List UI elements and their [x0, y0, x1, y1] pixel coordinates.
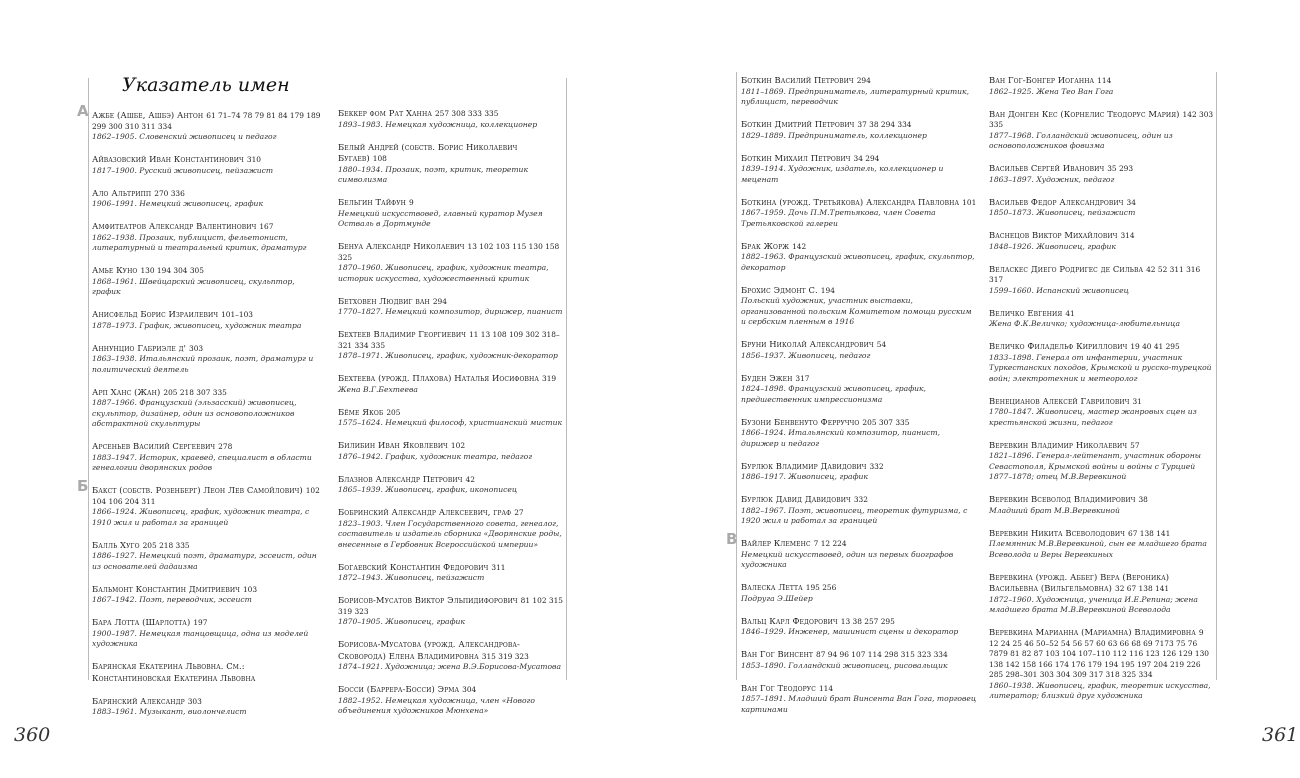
index-entry — [989, 75, 1215, 97]
entry-pages: 101 — [962, 197, 977, 207]
index-entry — [989, 197, 1215, 219]
index-entry — [741, 241, 977, 274]
entry-pages: 9 12 24 25 46 50–52 54 56 57 60 63 66 68 69 7173 75 76 7879 81 82 87 103 104 107–110 112 116 123 126 129 130 138 142 158 166 174 176 179 194 195 197 204 219 226 285 298–301 303 304 309 317 318 325 334 — [989, 628, 1209, 679]
entry-description: 1823–1903. Член Государственного совета, генеалог, составитель и издатель сборника «Дворянские роды, внесенные в Гербовник Всероссийской империи» — [338, 518, 562, 549]
index-entry — [92, 221, 324, 254]
entry-pages: 205 — [386, 407, 401, 417]
entry-name: Бакст (собств. Розенберг) Леон Лев Самойлович) — [92, 485, 303, 495]
entry-pages: 67 138 141 — [1128, 528, 1171, 538]
index-entry — [338, 639, 566, 673]
entry-description: 1780–1847. Живописец, мастер жанровых сцен из крестьянской жизни, педагог — [989, 407, 1197, 427]
entry-name: Веревкина (урожд. Аббег) Вера (Вероника) Васильевна (Вильгельмовна) — [989, 571, 1170, 593]
entry-description: 1877–1968. Голландский живописец, один из основоположников фовизма — [989, 130, 1173, 150]
entry-description: 1860–1938. Живописец, график, теоретик искусства, литератор; близкий друг художника — [989, 680, 1211, 700]
entry-pages: 319 — [542, 374, 557, 383]
entry-pages: 303 — [187, 696, 202, 706]
right-page-left-rule — [736, 72, 737, 680]
entry-name: Бара Лотта (Шарлотта) — [92, 617, 191, 627]
entry-pages: 294 — [856, 76, 871, 85]
index-entry — [338, 474, 566, 496]
index-entry — [989, 528, 1215, 561]
entry-pages: 314 — [1120, 231, 1135, 240]
entry-description: 1866–1924. Живописец, график, художник театра, с 1910 жил и работал за границей — [92, 507, 310, 527]
entry-description: 1866–1924. Итальянский композитор, пианист, дирижер и педагог — [741, 428, 941, 448]
entry-name: Амфитеатров Александр Валентинович — [92, 221, 257, 231]
entry-pages: 197 — [193, 618, 208, 627]
entry-description: Младший брат М.В.Веревкиной — [989, 505, 1120, 515]
entry-description: Подруга Э.Шейер — [741, 593, 813, 603]
entry-description: Польский художник, участник выставки, организованной польским Комитетом помощи русским и сербским пленным в 1916 — [741, 296, 972, 326]
entry-description: 1863–1938. Итальянский прозаик, поэт, драматург и политический деятель — [92, 354, 314, 374]
entry-description: 1900–1987. Немецкая танцовщица, одна из моделей художника — [92, 628, 309, 648]
index-entry — [741, 285, 977, 328]
entry-name: Ало Альтрипп — [92, 187, 152, 198]
index-column-4 — [989, 75, 1215, 713]
entry-description: 1870–1960. Живописец, график, художник театра, историк искусства, художественный критик — [338, 263, 549, 283]
entry-name: Валеска Летта — [741, 582, 803, 592]
entry-description: 1878–1973. График, живописец, художник театра — [92, 320, 302, 330]
entry-pages: 61 71–74 78 79 81 84 179 189 299 300 310 311 334 — [92, 111, 321, 131]
section-letter: А — [77, 102, 89, 120]
right-page-right-rule — [1216, 72, 1217, 680]
index-entry — [338, 507, 566, 550]
index-entry — [92, 696, 324, 718]
entry-description: 1599–1660. Испанский живописец — [989, 285, 1129, 295]
entry-pages: 205 218 307 335 — [163, 387, 227, 397]
entry-name: Бехтеева (урожд. Плахова) Наталья Иосифовна — [338, 373, 539, 383]
entry-name: Богаевский Константин Федорович — [338, 561, 489, 572]
entry-pages: 13 38 257 295 — [840, 616, 895, 626]
entry-name: Боткина (урожд. Третьякова) Александра Павловна — [741, 196, 960, 207]
entry-name: Бурлюк Давид Давидович — [741, 494, 851, 504]
entry-name: Бальмонт Константин Дмитриевич — [92, 583, 240, 594]
entry-pages: 195 256 — [805, 583, 837, 592]
index-entry — [77, 102, 324, 143]
entry-description: 1856–1937. Живописец, педагог — [741, 350, 871, 360]
entry-description: 1882–1967. Поэт, живописец, теоретик футуризма, с 1920 жил и работал за границей — [741, 505, 968, 525]
index-entry — [338, 296, 566, 318]
index-entry — [338, 197, 566, 230]
entry-pages: 114 — [818, 683, 834, 693]
entry-pages: 38 — [1138, 495, 1148, 504]
index-entry — [741, 582, 977, 604]
index-entry — [338, 329, 566, 362]
entry-pages: 257 308 333 335 — [434, 109, 499, 118]
entry-description: 1887–1966. Французский (эльзасский) живописец, скульптор, дизайнер, один из основоположников абстрактной скульптуры — [92, 398, 297, 428]
entry-name: Анисфельд Борис Израилевич — [92, 309, 219, 319]
entry-name: Амье Куно — [92, 265, 138, 275]
entry-description: 1821–1896. Генерал-лейтенант, участник обороны Севастополя, Крымской войны и войны с Турцией 1877–1878; отец М.В.Веревкиной — [989, 451, 1201, 481]
entry-pages: 13 102 103 115 130 158 325 — [338, 242, 560, 262]
entry-description: 1893–1983. Немецкая художница, коллекционер — [338, 119, 538, 129]
index-entry — [338, 440, 566, 462]
entry-name: Боткин Василий Петрович — [741, 75, 854, 85]
entry-description: 1862–1938. Прозаик, публицист, фельетонист, литературный и театральный критик, драматург — [92, 232, 307, 252]
index-entry — [741, 683, 977, 716]
entry-description: 1883–1947. Историк, краевед, специалист в области генеалогии дворянских родов — [92, 452, 312, 472]
entry-pages: 42 52 311 316 317 — [989, 264, 1201, 284]
entry-pages: 167 — [259, 222, 274, 231]
entry-name: Боткин Дмитрий Петрович — [741, 119, 855, 129]
entry-name: Барянский Александр — [92, 695, 185, 706]
entry-name: Васильев Сергей Иванович — [989, 163, 1105, 173]
index-entry — [338, 373, 566, 395]
entry-name: Ван Гог Теодорус — [741, 682, 816, 693]
entry-description: 1878–1971. Живописец, график, художник-декоратор — [338, 351, 558, 360]
index-entry — [77, 477, 324, 528]
entry-description: 1853–1890. Голландский живописец, рисовальщик — [741, 660, 948, 670]
index-entry — [989, 572, 1215, 616]
entry-name: Величко Евгения — [989, 307, 1063, 318]
page-number-left: 360 — [14, 724, 51, 746]
entry-name: Веревкина Марианна (Мариамна) Владимировна — [989, 627, 1196, 637]
index-entry — [741, 75, 977, 108]
entry-pages: 32 67 138 141 — [1115, 584, 1170, 593]
index-entry — [338, 407, 566, 429]
entry-pages: 278 — [218, 442, 233, 451]
entry-pages: 311 — [491, 562, 506, 572]
entry-description: 1872–1943. Живописец, пейзажист — [338, 573, 485, 582]
index-entry — [989, 109, 1215, 152]
index-entry — [92, 188, 324, 210]
index-entry — [741, 119, 977, 141]
index-entry — [92, 387, 324, 430]
entry-name: Бехтеев Владимир Георгиевич — [338, 329, 466, 339]
entry-description: 1874–1921. Художница; жена В.Э.Борисова-Мусатова — [338, 662, 562, 671]
entry-pages: 101–103 — [221, 310, 253, 319]
entry-name: Величко Филадельф Кириллович — [989, 341, 1128, 351]
entry-description: 1829–1889. Предприниматель, коллекционер — [741, 130, 927, 140]
entry-description: 1846–1929. Инженер, машинист сцены и декоратор — [741, 627, 959, 636]
entry-name: Бёме Якоб — [338, 406, 384, 417]
index-entry — [338, 108, 566, 130]
entry-description: 1857–1891. Младший брат Винсента Ван Гога, торговец картинами — [741, 694, 977, 714]
entry-name: Брохис Эдмонт С. — [741, 284, 818, 295]
entry-description: 1817–1900. Русский живописец, пейзажист — [92, 165, 274, 175]
index-entry — [741, 649, 977, 671]
entry-name: Веревкин Никита Всеволодович — [989, 527, 1126, 538]
index-entry — [92, 343, 324, 376]
entry-pages: 37 38 294 334 — [857, 120, 912, 129]
entry-description: 1850–1873. Живописец, пейзажист — [989, 208, 1136, 217]
entry-pages: 9 — [409, 198, 414, 207]
index-entry — [989, 264, 1215, 297]
entry-pages: 102 — [450, 441, 466, 450]
index-entry — [92, 265, 324, 298]
entry-name: Васнецов Виктор Михайлович — [989, 230, 1118, 240]
entry-pages: 332 — [869, 461, 884, 471]
entry-name: Брак Жорж — [741, 240, 790, 251]
entry-description: 1882–1952. Немецкая художница, член «Нового объединения художников Мюнхена» — [338, 695, 535, 715]
entry-name: Вальц Карл Федорович — [741, 615, 838, 626]
entry-name: Венецианов Алексей Гаврилович — [989, 395, 1130, 406]
entry-pages: 57 — [1130, 440, 1140, 450]
entry-pages: 142 303 335 — [989, 109, 1214, 129]
entry-name: Бобринский Александр Алексеевич, граф — [338, 507, 512, 517]
index-entry — [989, 396, 1215, 429]
entry-pages: 108 — [372, 154, 387, 163]
entry-name: Ван Гог-Бонгер Иоганна — [989, 75, 1095, 85]
entry-pages: 304 — [462, 685, 477, 694]
entry-name: Ажбе (Ашбе, Ашбэ) Антон — [92, 110, 204, 120]
entry-description: Немецкий искусствовед, главный куратор Музея Остваль в Дортмунде — [338, 208, 543, 228]
entry-name: Билибин Иван Яковлевич — [338, 440, 448, 450]
index-entry — [989, 230, 1215, 252]
entry-pages: 114 — [1097, 76, 1112, 85]
entry-pages: 142 — [792, 241, 807, 251]
entry-name: Бенуа Александр Николаевич — [338, 241, 465, 251]
entry-description: 1870–1905. Живописец, график — [338, 617, 465, 626]
entry-description: 1882–1963. Французский живописец, график, скульптор, декоратор — [741, 252, 975, 272]
entry-pages: 103 — [242, 584, 258, 594]
entry-description: 1876–1942. График, художник театра, педагог — [338, 451, 533, 461]
index-entry — [92, 154, 324, 176]
entry-pages: 87 94 96 107 114 298 315 323 334 — [816, 650, 948, 659]
entry-pages: 294 — [432, 296, 447, 306]
entry-pages: 303 — [189, 343, 204, 353]
index-title: Указатель имен — [122, 74, 290, 96]
entry-name: Бузони Бенвенуто Ферруччо — [741, 416, 860, 427]
entry-pages: 81 102 315 319 323 — [338, 596, 563, 616]
entry-pages: 270 336 — [154, 188, 185, 198]
index-entry — [741, 373, 977, 406]
entry-pages: 317 — [795, 373, 810, 383]
entry-pages: 315 319 323 — [481, 651, 529, 661]
index-entry — [338, 142, 566, 186]
index-entry — [989, 440, 1215, 483]
entry-name: Боткин Михаил Петрович — [741, 152, 851, 163]
entry-pages: 34 — [1126, 197, 1136, 207]
entry-description: 1862–1925. Жена Тео Ван Гога — [989, 86, 1114, 96]
entry-pages: 205 307 335 — [862, 417, 910, 427]
entry-description: 1811–1869. Предприниматель, литературный критик, публицист, переводчик — [741, 86, 970, 106]
entry-name: Борисова-Мусатова (урожд. Александрова-Сковорода) Елена Владимировна — [338, 639, 520, 661]
entry-name: Аннунцио Габриэле д' — [92, 342, 187, 353]
entry-name: Бельгин Тайфун — [338, 197, 406, 207]
entry-name: Веревкин Владимир Николаевич — [989, 439, 1128, 450]
entry-pages: 41 — [1065, 308, 1075, 318]
index-entry — [989, 341, 1215, 384]
entry-pages: 31 — [1132, 396, 1142, 406]
entry-description: 1868–1961. Швейцарский живописец, скульптор, график — [92, 276, 295, 296]
entry-description: Жена Ф.К.Величко; художница-любительница — [989, 319, 1180, 328]
entry-pages: 205 218 335 — [142, 540, 190, 550]
index-entry — [741, 417, 977, 450]
index-entry — [338, 684, 566, 717]
entry-description: Жена В.Г.Бехтеева — [338, 384, 418, 394]
index-entry — [92, 584, 324, 606]
index-entry — [92, 540, 324, 573]
index-entry — [989, 308, 1215, 330]
entry-name: Айвазовский Иван Константинович — [92, 154, 244, 164]
index-entry — [741, 339, 977, 361]
entry-name: Арп Ханс (Жан) — [92, 386, 161, 397]
entry-pages: 332 — [853, 495, 868, 504]
entry-description: 1883–1961. Музыкант, виолончелист — [92, 707, 247, 716]
entry-description: 1906–1991. Немецкий живописец, график — [92, 199, 263, 208]
entry-description: 1872–1960. Художница, ученица И.Е.Репина; жена младшего брата М.В.Веревкиной Всеволода — [989, 594, 1198, 614]
entry-pages: 35 293 — [1107, 164, 1134, 173]
index-entry — [338, 595, 566, 628]
entry-name: Веревкин Всеволод Владимирович — [989, 494, 1136, 504]
entry-description: 1833–1898. Генерал от инфантерии, участник Туркестанских походов, Крымской и русско-турецкой войн; электротехник и метеоролог — [989, 352, 1212, 383]
index-entry — [92, 441, 324, 474]
entry-name: Белый Андрей (собств. Борис Николаевич Бугаев) — [338, 141, 518, 163]
index-column-2 — [338, 108, 566, 728]
entry-description: 1848–1926. Живописец, график — [989, 241, 1116, 251]
index-entry — [338, 241, 566, 284]
entry-description: 1824–1898. Французский живописец, график, предшественник импрессионизма — [741, 384, 926, 404]
entry-description: 1880–1934. Прозаик, поэт, критик, теоретик символизма — [338, 164, 528, 184]
entry-pages: 194 — [820, 285, 835, 295]
entry-name: Бруни Николай Александрович — [741, 339, 874, 349]
index-entry — [741, 461, 977, 483]
entry-pages: 54 — [876, 340, 887, 349]
entry-name: Борисов-Мусатов Виктор Эльпидифорович — [338, 595, 518, 605]
entry-pages: 7 12 224 — [813, 539, 847, 548]
section-letter: Б — [77, 477, 89, 495]
entry-name: Буден Эжен — [741, 372, 793, 383]
entry-pages: 11 13 108 109 302 318–321 334 335 — [338, 330, 560, 350]
entry-name: Васильев Федор Александрович — [989, 196, 1124, 207]
index-entry — [92, 617, 324, 650]
entry-pages: 102 104 106 204 311 — [92, 486, 320, 506]
entry-name: Вайлер Клеменс — [741, 538, 811, 548]
entry-name: Ван Гог Винсент — [741, 649, 814, 659]
index-entry — [338, 562, 566, 584]
entry-description: 1863–1897. Художник, педагог — [989, 174, 1115, 184]
entry-name: Балль Хуго — [92, 539, 140, 550]
entry-description: 1862–1905. Словенский живописец и педагог — [92, 132, 277, 141]
index-entry — [989, 627, 1215, 702]
index-entry — [92, 661, 324, 684]
entry-pages: 310 — [246, 155, 261, 164]
entry-pages: 27 — [514, 508, 524, 517]
index-entry — [741, 197, 977, 230]
entry-name: Веласкес Диего Родригес де Сильва — [989, 263, 1144, 274]
entry-name: Беккер фом Рат Ханна — [338, 108, 432, 118]
entry-name: Босси (Баррера-Босси) Эрма — [338, 684, 460, 694]
entry-name: Ван Донген Кес (Корнелис Теодорус Мария) — [989, 108, 1180, 119]
index-entry — [741, 153, 977, 186]
entry-name: Блазнов Александр Петрович — [338, 473, 463, 484]
index-entry — [92, 309, 324, 331]
entry-description: 1865–1939. Живописец, график, иконописец — [338, 485, 518, 494]
index-entry — [989, 494, 1215, 516]
entry-pages: 19 40 41 295 — [1130, 342, 1180, 351]
entry-name: Бетховен Людвиг ван — [338, 295, 430, 306]
index-entry — [741, 494, 977, 527]
entry-description: 1886–1917. Живописец, график — [741, 472, 868, 481]
entry-description: 1886–1927. Немецкий поэт, драматург, эссеист, один из основателей дадаизма — [92, 551, 317, 571]
index-entry — [989, 163, 1215, 185]
section-letter: В — [726, 530, 738, 548]
index-column-1 — [77, 102, 324, 729]
index-column-3 — [726, 75, 977, 727]
left-page-right-rule — [566, 78, 567, 680]
entry-description: Немецкий искусствовед, один из первых биографов художника — [741, 549, 954, 569]
entry-description: 1867–1942. Поэт, переводчик, эссеист — [92, 595, 252, 604]
entry-pages: 130 194 304 305 — [140, 266, 204, 275]
entry-name: Бурлюк Владимир Давидович — [741, 460, 867, 471]
page-number-right: 361 — [1262, 724, 1299, 746]
entry-description: 1770–1827. Немецкий композитор, дирижер, пианист — [338, 307, 563, 316]
entry-name: Арсеньев Василий Сергеевич — [92, 441, 216, 451]
index-entry — [726, 530, 977, 571]
entry-description: 1575–1624. Немецкий философ, христианский мистик — [338, 418, 563, 427]
entry-description: 1867–1959. Дочь П.М.Третьякова, член Совета Третьяковской галереи — [741, 208, 936, 228]
left-page-rule — [88, 78, 89, 680]
entry-pages: 34 294 — [853, 153, 880, 163]
entry-pages: 42 — [465, 474, 475, 484]
entry-description: Племянник М.В.Веревкиной, сын ее младшего брата Всеволода и Веры Веревкиных — [989, 539, 1207, 559]
index-entry — [741, 616, 977, 638]
entry-name: Барянская Екатерина Львовна. См.: Константиновская Екатерина Львовна — [92, 661, 256, 683]
entry-description: 1839–1914. Художник, издатель, коллекционер и меценат — [741, 164, 944, 184]
